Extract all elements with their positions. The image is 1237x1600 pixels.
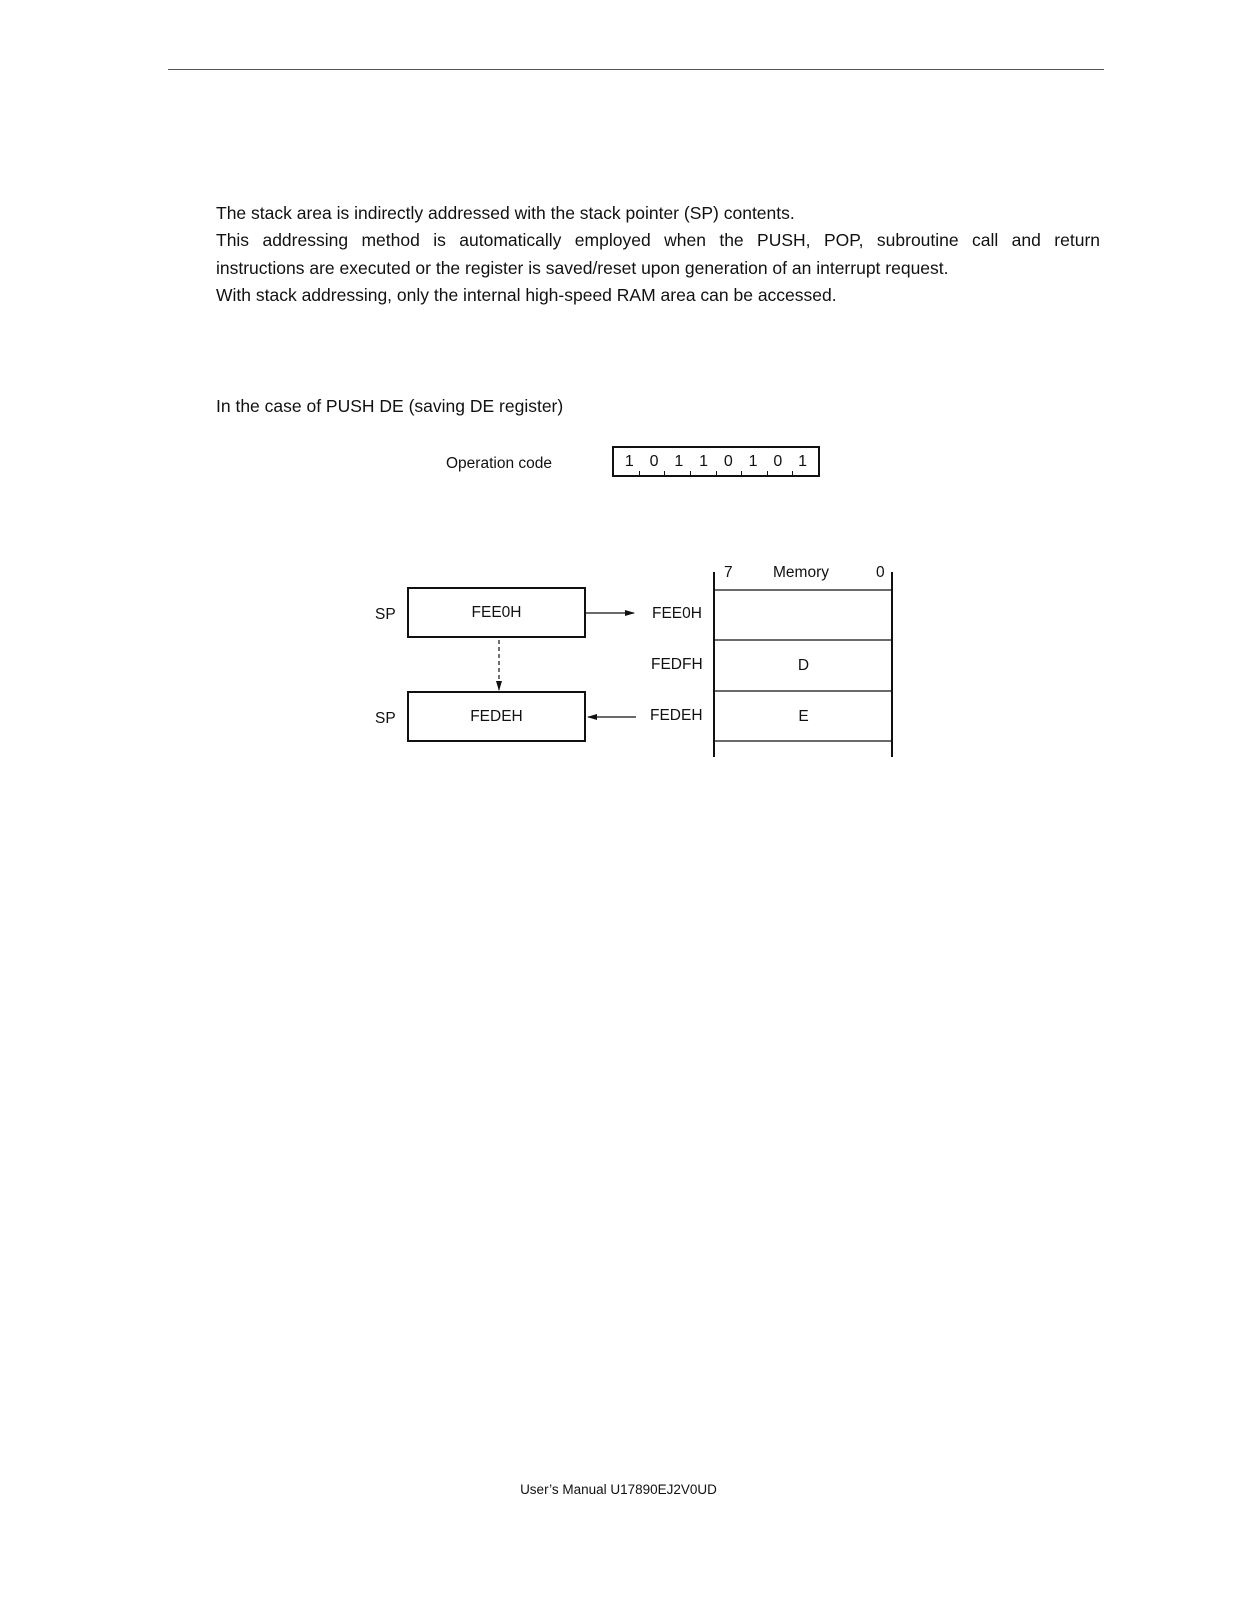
memory-bit-low: 0 xyxy=(876,564,885,581)
body-paragraph-2 xyxy=(216,227,1100,282)
opcode-bit: 1 xyxy=(674,452,684,470)
memory-address: FEDEH xyxy=(650,707,703,724)
memory-address: FEDFH xyxy=(651,656,703,673)
opcode-bit: 1 xyxy=(748,452,758,470)
memory-bit-high: 7 xyxy=(724,564,733,581)
memory-cell xyxy=(715,591,892,640)
sp-label-bottom: SP xyxy=(375,710,396,727)
memory-cell: E xyxy=(798,707,809,725)
opcode-label: Operation code xyxy=(446,455,552,472)
memory-title: Memory xyxy=(773,564,829,581)
opcode-bit: 0 xyxy=(773,452,783,470)
page-footer: User’s Manual U17890EJ2V0UD xyxy=(520,1482,717,1497)
body-paragraph-2-line-2: instructions are executed or the register is saved/reset upon generation of an interrupt request. xyxy=(216,257,949,278)
opcode-bit: 1 xyxy=(798,452,808,470)
opcode-bit-ticks xyxy=(614,471,818,475)
sp-register-after xyxy=(407,691,586,742)
sp-register-before-value: FEE0H xyxy=(471,603,522,621)
body-line-1: The stack area is indirectly addressed with the stack pointer (SP) contents. xyxy=(216,203,795,223)
sp-register-after-value: FEDEH xyxy=(470,707,523,725)
memory-cell: D xyxy=(797,657,810,674)
opcode-bit: 0 xyxy=(723,452,733,470)
sp-register-before xyxy=(407,587,586,638)
body-line-4: With stack addressing, only the internal high-speed RAM area can be accessed. xyxy=(216,285,837,305)
opcode-bit: 1 xyxy=(624,452,634,470)
sp-label-top: SP xyxy=(375,606,396,623)
opcode-bit: 0 xyxy=(649,452,659,470)
header-rule xyxy=(168,69,1104,70)
memory-address: FEE0H xyxy=(652,605,702,622)
body-paragraph-2-line-1: This addressing method is automatically employed when the PUSH, POP, subroutine call and return xyxy=(216,230,1100,250)
opcode-box xyxy=(612,446,820,477)
example-caption: In the case of PUSH DE (saving DE register) xyxy=(216,396,564,416)
opcode-bit: 1 xyxy=(699,452,709,470)
